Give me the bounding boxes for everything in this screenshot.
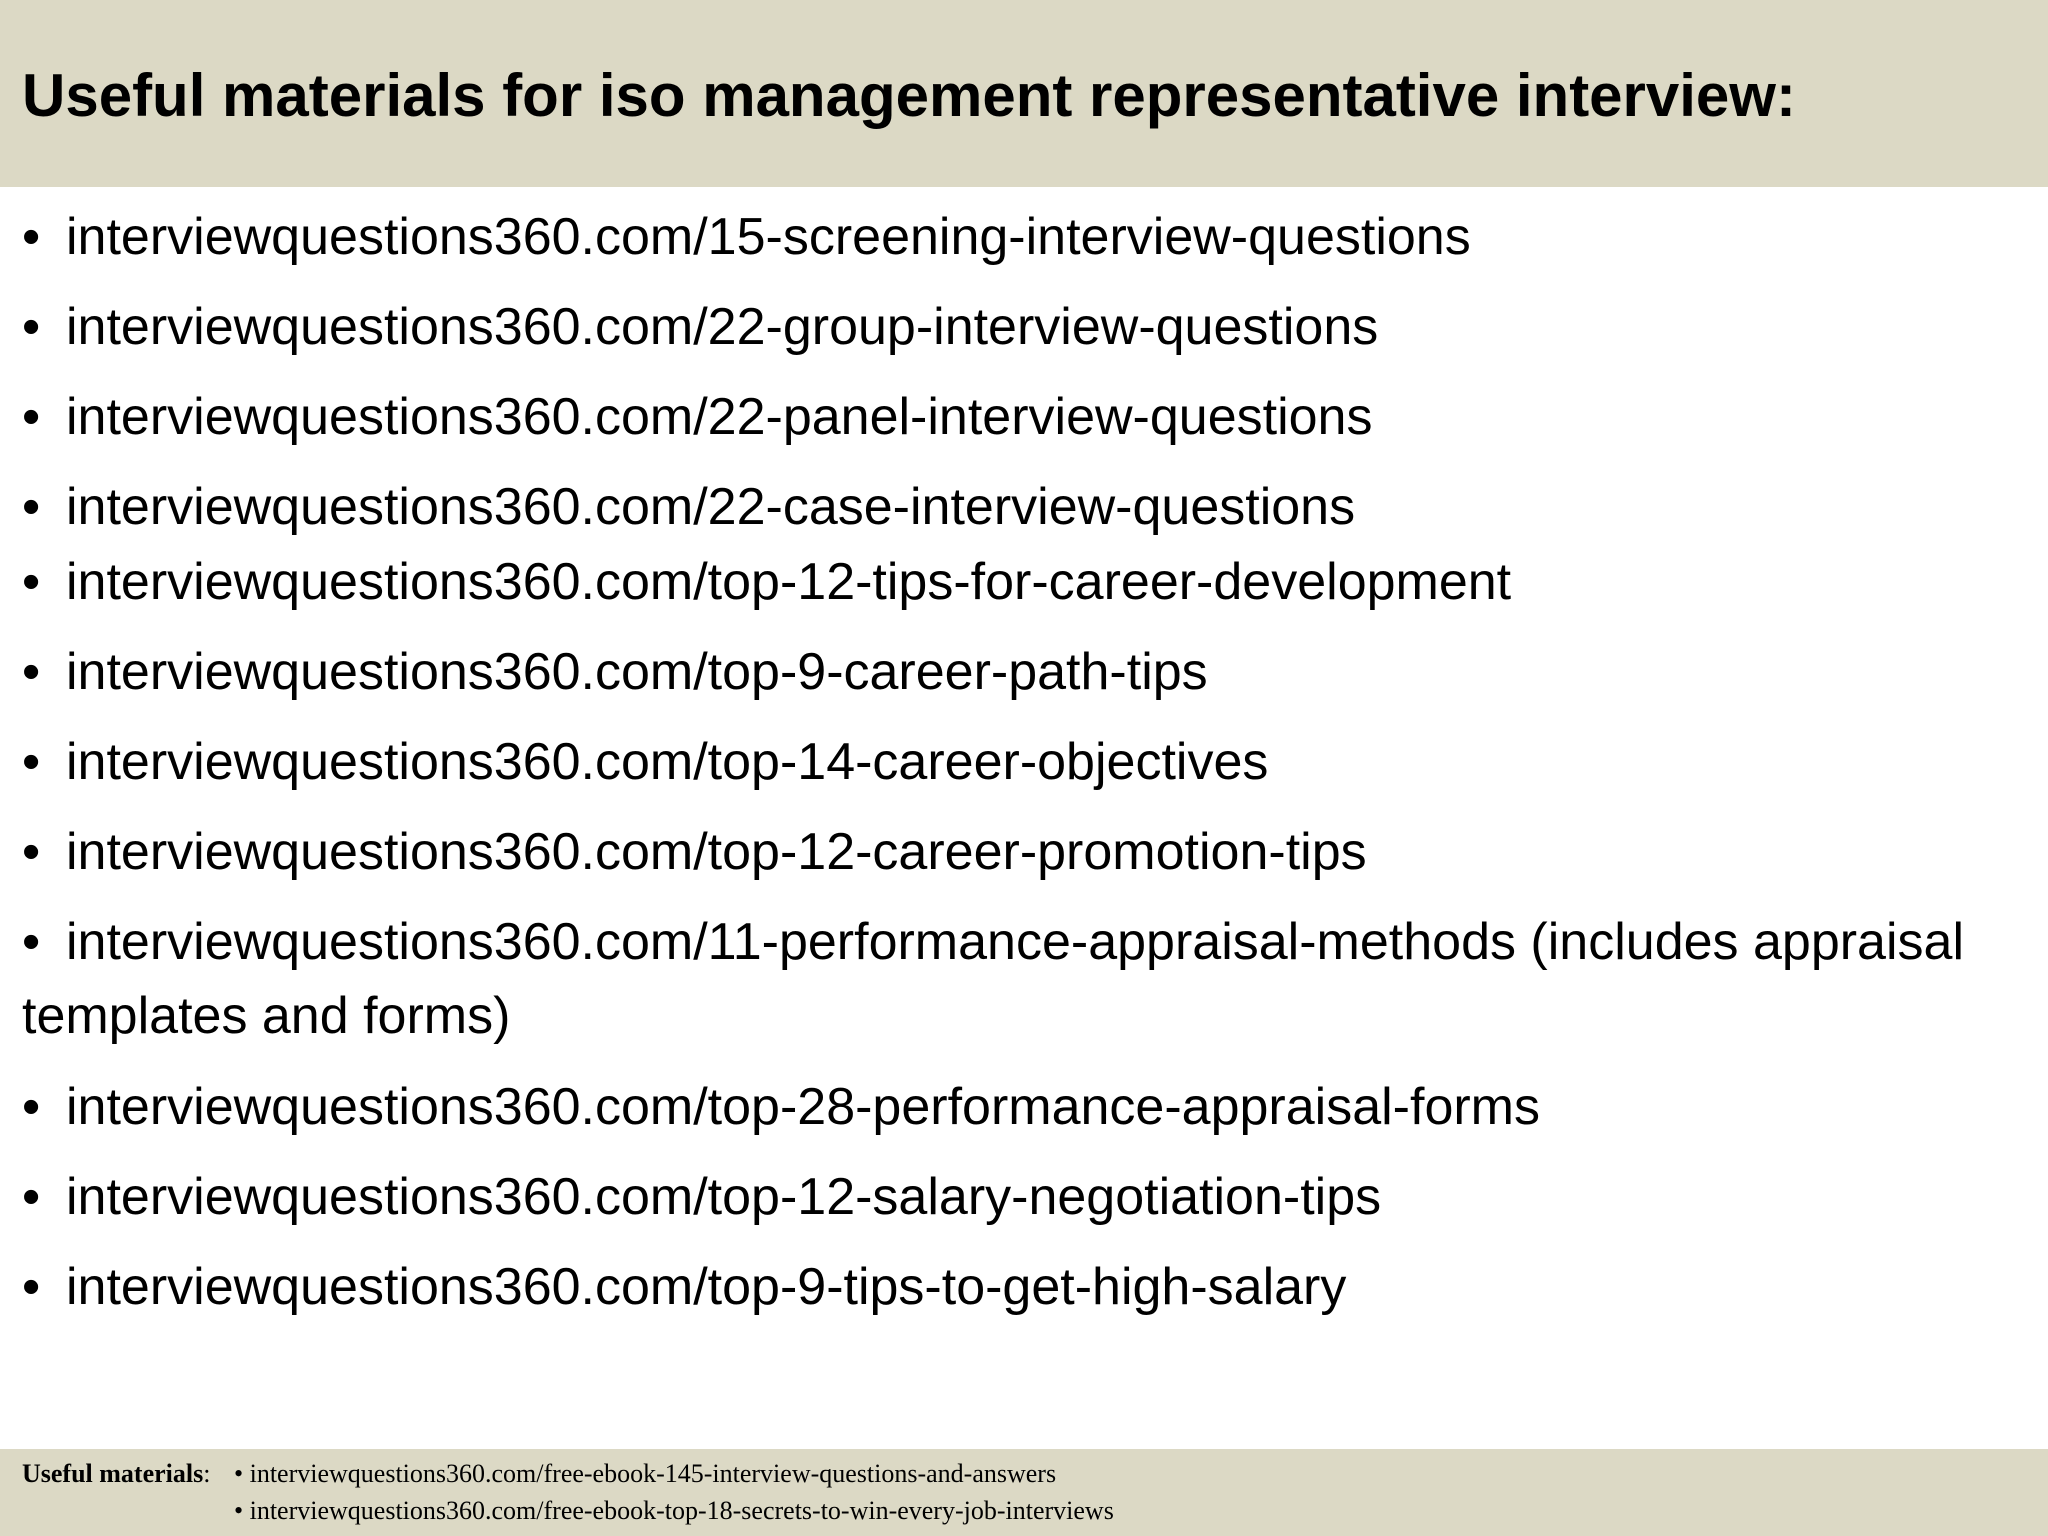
list-item-link[interactable]: interviewquestions360.com/top-12-salary-negotiation-tips — [66, 1168, 1382, 1226]
list-item — [22, 545, 1511, 619]
bullet-icon: • — [22, 1168, 41, 1226]
bullet-icon: • — [22, 388, 41, 446]
list-item — [22, 470, 1355, 544]
list-item-link[interactable]: interviewquestions360.com/11-performance-appraisal-methods (includes appraisal templates and forms) — [22, 913, 1964, 1045]
list-item — [22, 1250, 1346, 1324]
list-item — [22, 725, 1268, 799]
bullet-icon: • — [22, 298, 41, 356]
list-item-link[interactable]: interviewquestions360.com/top-12-career-promotion-tips — [66, 823, 1367, 881]
list-item-link[interactable]: interviewquestions360.com/top-14-career-objectives — [66, 733, 1269, 791]
list-item-link[interactable]: interviewquestions360.com/top-9-tips-to-get-high-salary — [66, 1258, 1347, 1316]
footer-label-text: Useful materials — [22, 1459, 204, 1488]
bullet-icon: • — [22, 643, 41, 701]
list-item-link[interactable]: interviewquestions360.com/top-12-tips-for-career-development — [66, 553, 1512, 611]
bullet-icon: • — [22, 733, 41, 791]
bullet-icon: • — [22, 208, 41, 266]
bullet-icon: • — [22, 823, 41, 881]
list-item — [22, 1070, 1540, 1144]
list-item-link[interactable]: interviewquestions360.com/15-screening-interview-questions — [66, 208, 1471, 266]
list-item-link[interactable]: interviewquestions360.com/22-panel-interview-questions — [66, 388, 1373, 446]
bullet-icon: • — [22, 1078, 41, 1136]
bullet-icon: • — [22, 1258, 41, 1316]
footer-link[interactable]: • interviewquestions360.com/free-ebook-145-interview-questions-and-answers — [234, 1459, 1057, 1488]
list-item-link[interactable]: interviewquestions360.com/top-28-performance-appraisal-forms — [66, 1078, 1541, 1136]
footer-link[interactable]: • interviewquestions360.com/free-ebook-top-18-secrets-to-win-every-job-interviews — [234, 1496, 1114, 1525]
footer-label-colon: : — [203, 1459, 211, 1488]
bullet-icon: • — [22, 913, 41, 971]
footer-band — [0, 1449, 2048, 1536]
list-item-link[interactable]: interviewquestions360.com/22-group-interview-questions — [66, 298, 1379, 356]
page-title: Useful materials for iso management representative interview: — [22, 62, 1796, 129]
list-item — [22, 635, 1208, 709]
bullet-icon: • — [22, 478, 41, 536]
list-item — [22, 815, 1367, 889]
list-item — [22, 380, 1372, 454]
list-item-link[interactable]: interviewquestions360.com/22-case-interview-questions — [66, 478, 1356, 536]
list-item — [22, 200, 1471, 274]
list-item — [22, 1160, 1381, 1234]
footer-label — [22, 1459, 210, 1489]
list-item — [22, 905, 2002, 1053]
list-item-link[interactable]: interviewquestions360.com/top-9-career-path-tips — [66, 643, 1208, 701]
list-item — [22, 290, 1378, 364]
bullet-icon: • — [22, 553, 41, 611]
